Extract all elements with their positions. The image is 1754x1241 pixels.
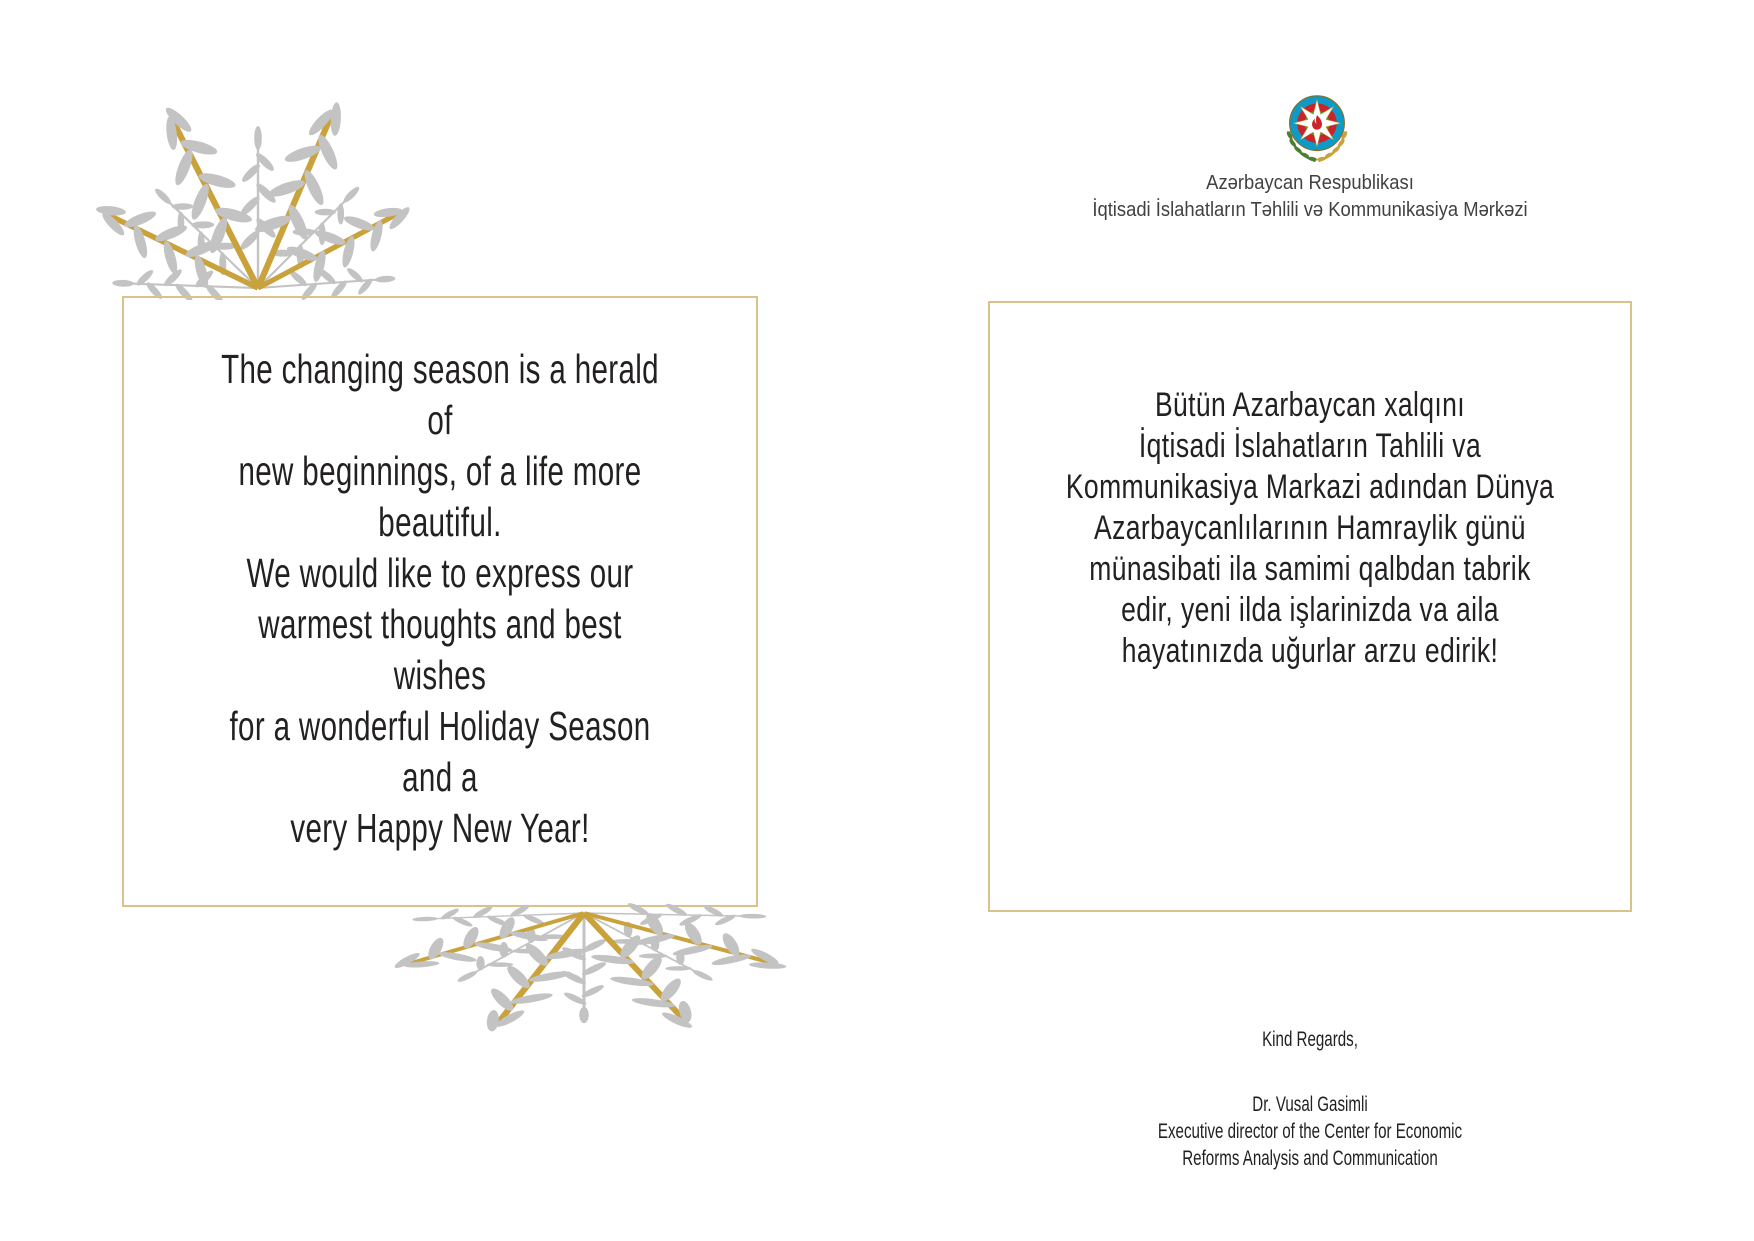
message-line: warmest thoughts and best wishes (258, 601, 622, 698)
message-line: İqtisadi İslahatların Tahlili va (1138, 427, 1482, 465)
org-country-line: Azərbaycan Respublikası (1206, 172, 1414, 194)
message-line: edir, yeni ilda işlarinizda va aila (1121, 591, 1499, 629)
snowflake-ornament-bottom (330, 850, 810, 1050)
message-line: very Happy New Year! (290, 805, 590, 851)
signature-block (1078, 1026, 1542, 1172)
message-line: Azarbaycanlılarının Hamraylik günü (1094, 509, 1526, 547)
message-line: The changing season is a herald of (221, 346, 659, 443)
snowflake-ornament-top-left (40, 60, 480, 300)
signature-title-line: Reforms Analysis and Communication (1182, 1147, 1438, 1170)
message-line: münasibati ila samimi qalbdan tabrik (1089, 550, 1531, 588)
message-line: for a wonderful Holiday Season and a (229, 703, 651, 800)
signature-name: Dr. Vusal Gasimli (1252, 1093, 1368, 1116)
message-line: new beginnings, of a life more (238, 448, 642, 494)
org-center-line: İqtisadi İslahatların Təhlili və Kommunikasiya Mərkəzi (1092, 199, 1528, 221)
left-card-frame (122, 296, 758, 907)
message-line: beautiful. (378, 499, 502, 545)
message-line: Bütün Azarbaycan xalqını (1154, 386, 1466, 424)
message-line: Kommunikasiya Markazi adından Dünya (1065, 468, 1555, 506)
azerbaijan-coat-of-arms-icon (1279, 88, 1355, 172)
organization-header (1014, 170, 1606, 224)
message-line: hayatınızda uğurlar arzu edirik! (1121, 632, 1499, 670)
left-card-message (212, 344, 667, 854)
right-card-frame (988, 301, 1632, 912)
signature-title-line: Executive director of the Center for Economic (1157, 1120, 1463, 1143)
right-card-message (1060, 385, 1559, 672)
signature-spacer (1078, 1053, 1542, 1091)
signature-salutation: Kind Regards, (1262, 1028, 1358, 1051)
message-line: We would like to express our (246, 550, 634, 596)
azerbaijan-emblem-icon (1279, 88, 1355, 172)
